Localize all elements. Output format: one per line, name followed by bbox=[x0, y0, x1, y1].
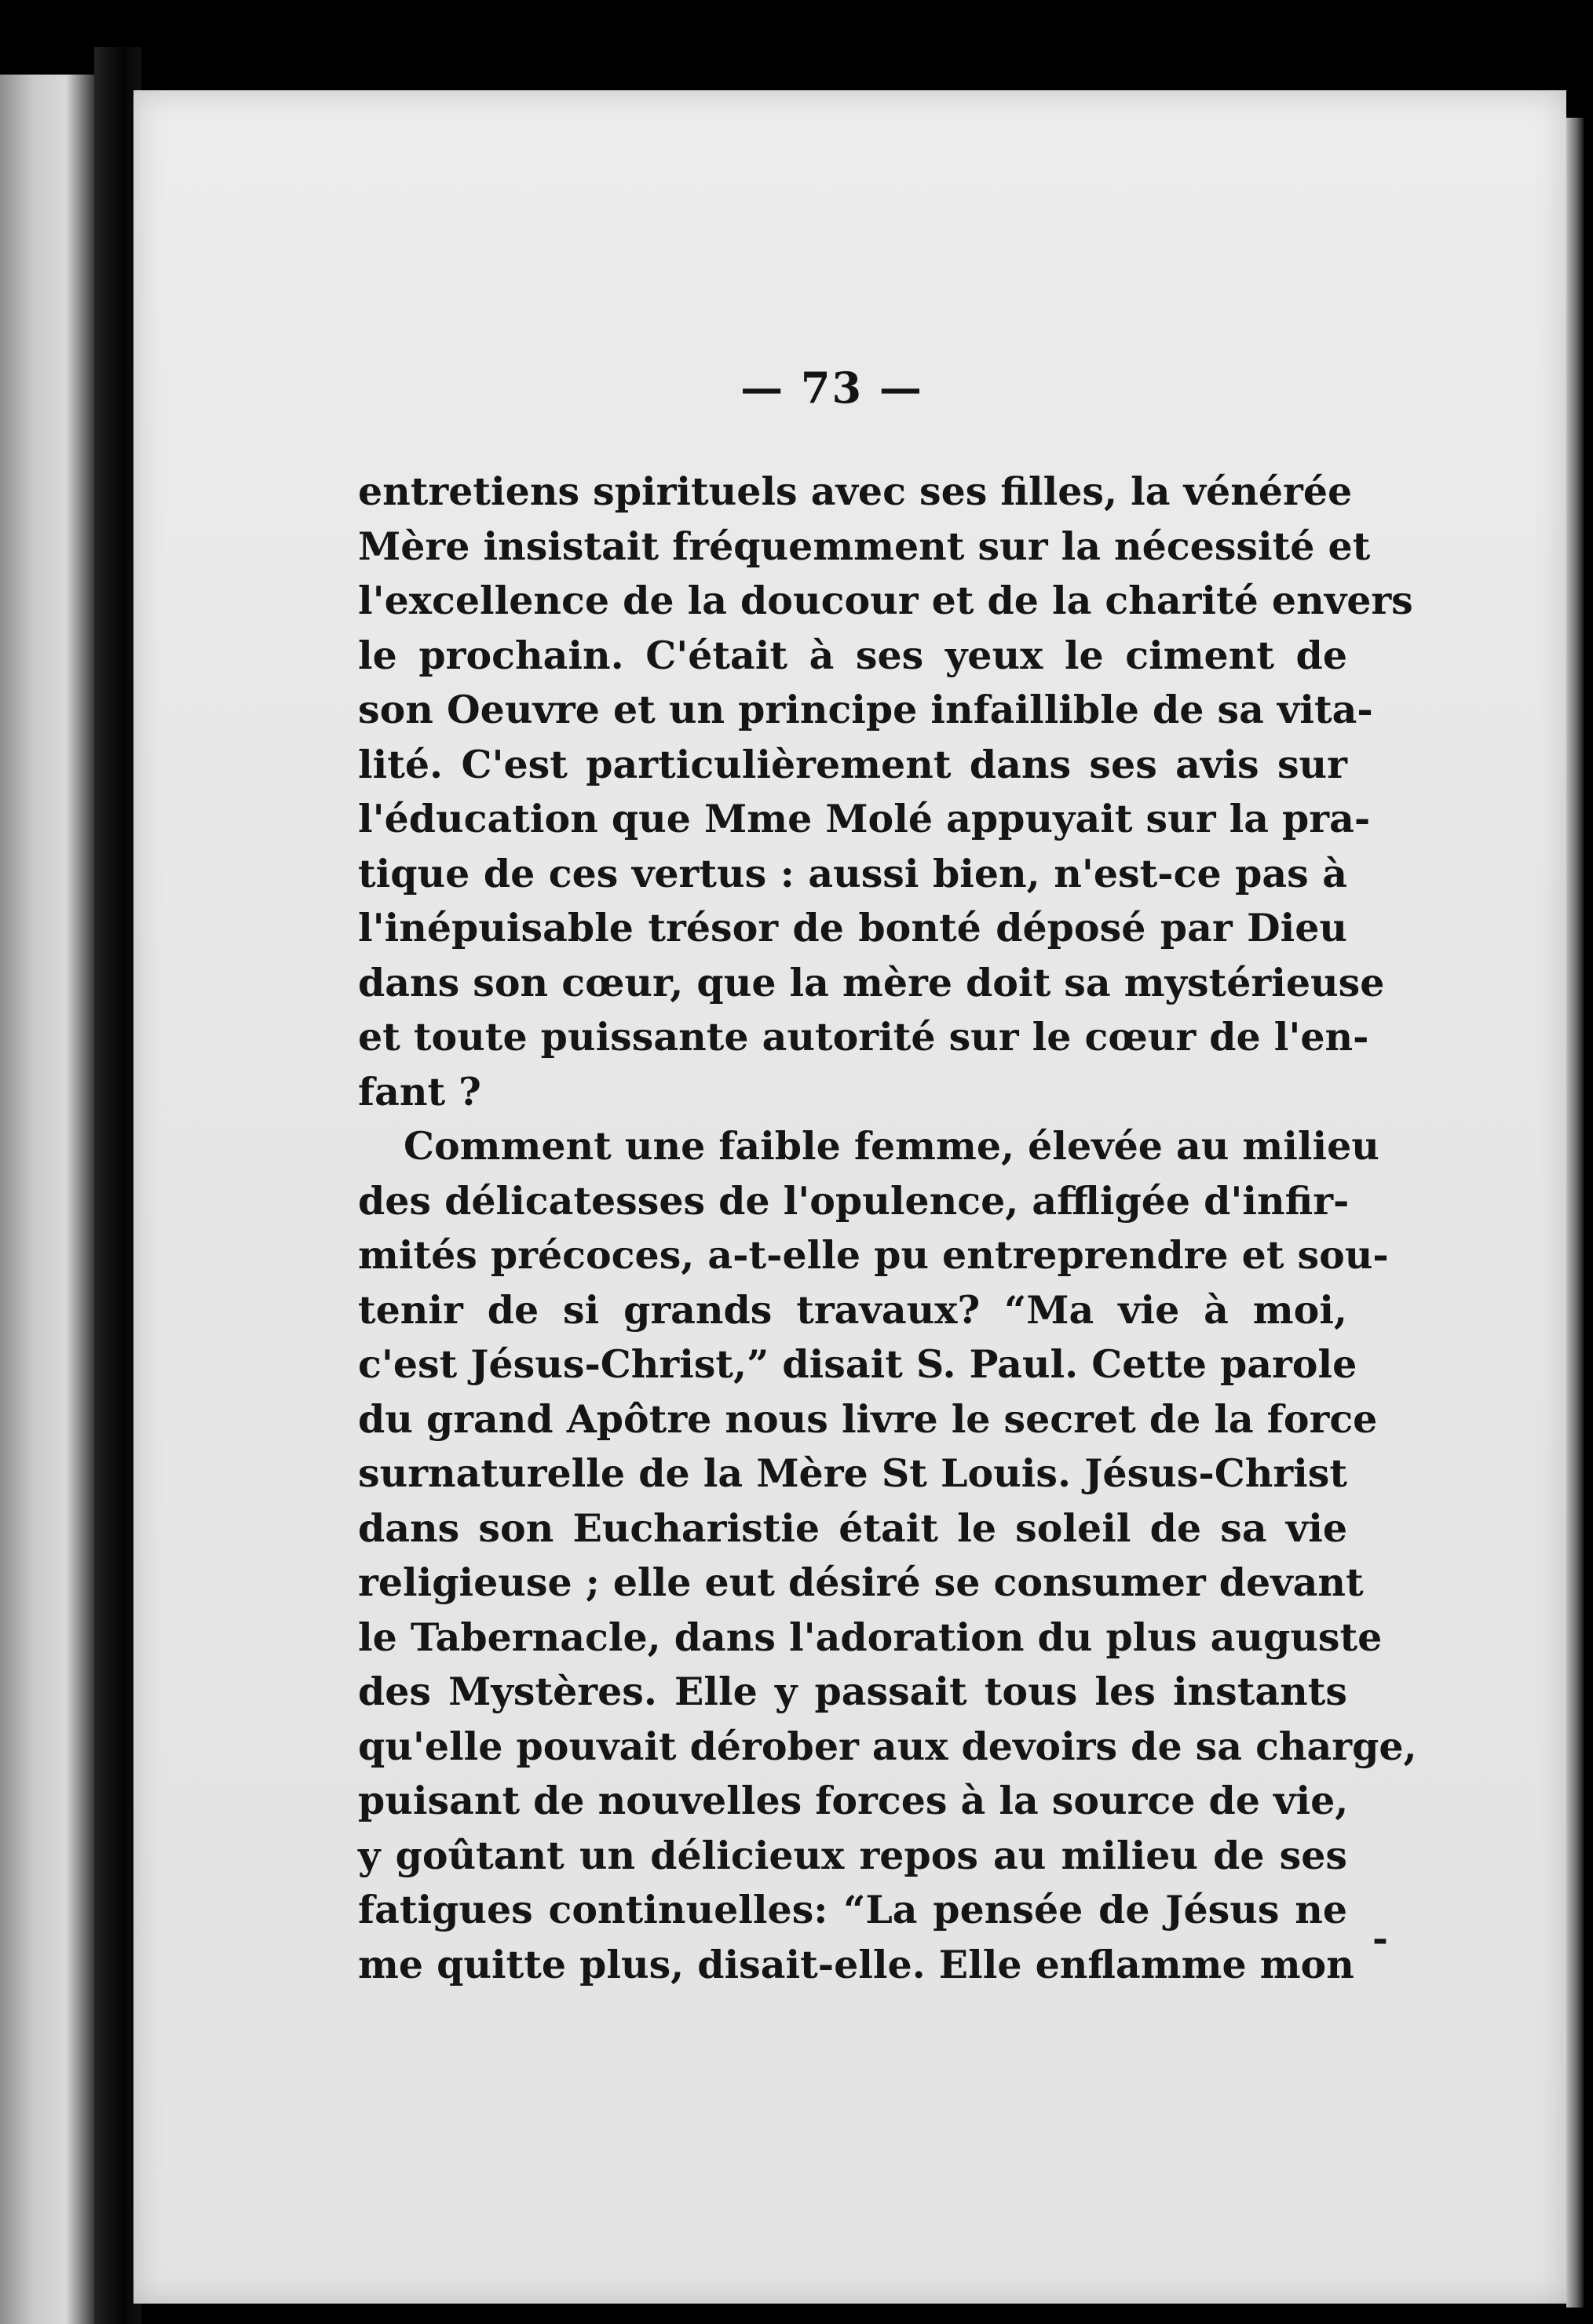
text-line: Mère insistait fréquemment sur la nécessité et bbox=[358, 523, 1371, 569]
text-line: l'éducation que Mme Molé appuyait sur la pra- bbox=[358, 796, 1371, 841]
text-line: c'est Jésus-Christ,” disait S. Paul. Cette parole bbox=[358, 1341, 1357, 1387]
text-line: et toute puissante autorité sur le cœur de l'en- bbox=[358, 1014, 1369, 1060]
text-line: des délicatesses de l'opulence, affligée d'infir- bbox=[358, 1177, 1350, 1224]
text-line: qu'elle pouvait dérober aux devoirs de sa charge, bbox=[358, 1723, 1417, 1769]
text-line: mités précoces, a-t-elle pu entreprendre et sou- bbox=[358, 1232, 1389, 1278]
text-line: le Tabernacle, dans l'adoration du plus auguste bbox=[358, 1614, 1383, 1660]
text-line: l'excellence de la doucour et de la charité envers bbox=[358, 578, 1413, 623]
text-line: puisant de nouvelles forces à la source de vie, bbox=[358, 1778, 1349, 1823]
page-number: — 73 — bbox=[740, 363, 923, 413]
text-line: Comment une faible femme, élevée au milieu bbox=[404, 1123, 1379, 1169]
text-line: y goûtant un délicieux repos au milieu de ses bbox=[358, 1832, 1347, 1878]
text-line: entretiens spirituels avec ses filles, la vénérée bbox=[358, 469, 1353, 514]
text-line: religieuse ; elle eut désiré se consumer devant bbox=[358, 1560, 1364, 1605]
body-text bbox=[358, 465, 1417, 1992]
text-line: fant ? bbox=[358, 1068, 481, 1115]
page-right-edge bbox=[1566, 118, 1584, 2308]
text-line: l'inépuisable trésor de bonté déposé par Dieu bbox=[358, 905, 1347, 950]
text-line: fatigues continuelles: “La pensée de Jésus ne bbox=[358, 1887, 1347, 1932]
text-line: son Oeuvre et un principe infaillible de sa vita- bbox=[358, 687, 1373, 732]
text-line: du grand Apôtre nous livre le secret de la force bbox=[358, 1395, 1378, 1442]
paragraph-2 bbox=[358, 1119, 1417, 1992]
text-line: des Mystères. Elle y passait tous les instants bbox=[358, 1669, 1347, 1714]
paragraph-1 bbox=[358, 465, 1413, 1119]
text-line: tique de ces vertus : aussi bien, n'est-ce pas à bbox=[358, 850, 1347, 896]
text-line: surnaturelle de la Mère St Louis. Jésus-Christ bbox=[358, 1450, 1347, 1496]
text-line: lité. C'est particulièrement dans ses avis sur bbox=[358, 741, 1347, 787]
text-line: le prochain. C'était à ses yeux le ciment de bbox=[358, 632, 1347, 678]
text-line: tenir de si grands travaux? “Ma vie à moi, bbox=[358, 1286, 1347, 1333]
text-line: dans son Eucharistie était le soleil de sa vie bbox=[358, 1505, 1347, 1551]
text-line: dans son cœur, que la mère doit sa mystérieuse bbox=[358, 959, 1385, 1005]
text-line: me quitte plus, disait-elle. Elle enflamme mon bbox=[358, 1941, 1354, 1987]
margin-mark: - bbox=[1372, 1917, 1388, 1961]
